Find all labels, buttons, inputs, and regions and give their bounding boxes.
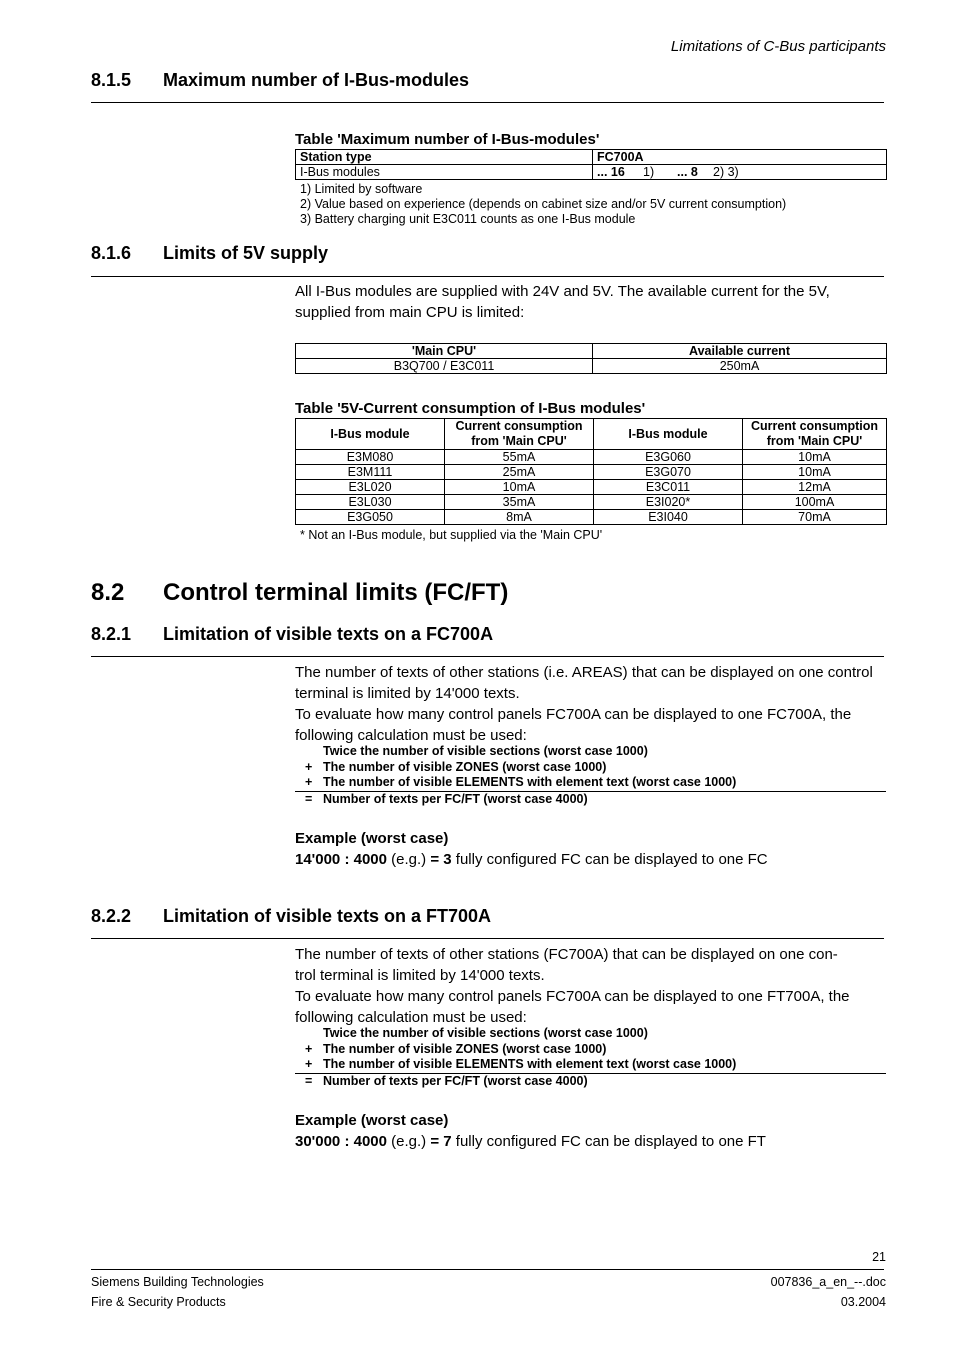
- calc-row: [295, 1042, 886, 1058]
- calc-row: [295, 1026, 886, 1042]
- section-rule: [91, 276, 884, 277]
- paragraph: The number of texts of other stations (i.e. AREAS) that can be displayed on one control terminal is limited by 14'000 texts.: [295, 664, 873, 702]
- value-b: ... 8: [677, 165, 698, 179]
- table-cell: 10mA: [743, 450, 887, 465]
- calc-sum-row: [295, 791, 886, 808]
- calc-text: Number of texts per FC/FT (worst case 4000): [323, 791, 588, 806]
- calc-row: [295, 744, 886, 760]
- paragraph: All I-Bus modules are supplied with 24V and 5V. The available current for the 5V, supplied from main CPU is limited:: [295, 283, 830, 321]
- paragraph: To evaluate how many control panels FC700A can be displayed to one FT700A, the following calculation must be used:: [295, 988, 850, 1026]
- table-row: [296, 465, 887, 480]
- example-ratio: 14'000 : 4000: [295, 851, 387, 868]
- section-title: Limits of 5V supply: [163, 243, 329, 263]
- section-number: 8.2.1: [91, 624, 132, 644]
- ref-b: 2) 3): [713, 165, 739, 179]
- section-title: Limitation of visible texts on a FC700A: [163, 624, 494, 644]
- calculation-block: [295, 744, 886, 807]
- table-row: [296, 450, 887, 465]
- table-row: [296, 495, 887, 510]
- table-cell: E3C011: [594, 480, 743, 495]
- table-header-cell: Current consumption from 'Main CPU': [743, 419, 887, 450]
- table-row: [296, 480, 887, 495]
- calc-text: The number of visible ELEMENTS with element text (worst case 1000): [323, 1057, 737, 1071]
- value-a: ... 16: [597, 165, 625, 179]
- footer-left: [91, 1272, 264, 1312]
- footer-rule: [91, 1269, 884, 1270]
- example-line: [295, 1131, 886, 1152]
- chapter-heading-8-2: [91, 579, 508, 607]
- table-caption: Table '5V-Current consumption of I-Bus modules': [295, 400, 646, 417]
- section-heading-8-1-6: [91, 243, 328, 264]
- table-cell: 10mA: [743, 465, 887, 480]
- table-cell: E3G070: [594, 465, 743, 480]
- table-footnote: * Not an I-Bus module, but supplied via the 'Main CPU': [300, 528, 603, 542]
- example-title: Example (worst case): [295, 830, 449, 847]
- note-line: 1) Limited by software: [300, 182, 423, 196]
- table-row: [296, 510, 887, 525]
- table-cell: 250mA: [593, 359, 887, 374]
- section-rule: [91, 656, 884, 657]
- table-cell: E3M111: [296, 465, 445, 480]
- table-header-cell: Available current: [593, 344, 887, 359]
- ref-a: 1): [643, 165, 655, 179]
- calc-text: Number of texts per FC/FT (worst case 4000): [323, 1073, 588, 1088]
- example-text: fully configured FC can be displayed to one FT: [451, 1133, 766, 1150]
- calc-operator: =: [305, 791, 313, 806]
- calc-operator: +: [305, 1057, 313, 1071]
- paragraph: [295, 944, 886, 986]
- table-notes: [300, 182, 786, 227]
- table-header-cell: Station type: [296, 150, 593, 165]
- section-number: 8.1.5: [91, 70, 132, 90]
- section-heading-8-1-5: [91, 70, 469, 91]
- table-cell: E3M080: [296, 450, 445, 465]
- paragraph-line: The number of texts of other stations (FC700A) that can be displayed on one con-: [295, 946, 838, 963]
- section-heading-8-2-1: [91, 624, 493, 645]
- calc-text: The number of visible ZONES (worst case 1000): [323, 1041, 607, 1056]
- calc-text: The number of visible ELEMENTS with element text (worst case 1000): [323, 775, 737, 789]
- running-header: Limitations of C-Bus participants: [670, 38, 886, 55]
- max-modules-table: [295, 149, 887, 180]
- footer-division: Fire & Security Products: [91, 1295, 226, 1309]
- calc-operator: +: [305, 1041, 313, 1056]
- consumption-table: [295, 418, 887, 525]
- paragraph-line: trol terminal is limited by 14'000 texts.: [295, 967, 545, 984]
- section-heading-8-2-2: [91, 906, 491, 927]
- calc-text: The number of visible ZONES (worst case 1000): [323, 759, 607, 774]
- example-ratio: 30'000 : 4000: [295, 1133, 387, 1150]
- table-caption: Table 'Maximum number of I-Bus-modules': [295, 131, 600, 148]
- section-number: 8.2: [91, 579, 125, 606]
- table-cell: I-Bus modules: [296, 165, 593, 180]
- calc-text: Twice the number of visible sections (worst case 1000): [323, 1026, 648, 1040]
- table-header-cell: I-Bus module: [594, 419, 743, 450]
- section-number: 8.1.6: [91, 243, 132, 263]
- note-line: 2) Value based on experience (depends on cabinet size and/or 5V current consumption): [300, 197, 787, 211]
- calculation-block: [295, 1026, 886, 1089]
- main-cpu-table: [295, 343, 887, 374]
- footer-right: [771, 1272, 886, 1312]
- calc-row: [295, 760, 886, 776]
- table-cell: E3G050: [296, 510, 445, 525]
- example-title: Example (worst case): [295, 1112, 449, 1129]
- table-cell: E3G060: [594, 450, 743, 465]
- example-eg: (e.g.): [386, 851, 431, 868]
- table-cell: 35mA: [445, 495, 594, 510]
- table-cell: 12mA: [743, 480, 887, 495]
- table-cell: E3I020*: [594, 495, 743, 510]
- calc-sum-row: [295, 1073, 886, 1090]
- example-result: = 7: [430, 1133, 452, 1150]
- paragraph: To evaluate how many control panels FC700A can be displayed to one FC700A, the following calculation must be used:: [295, 706, 852, 744]
- calc-operator: =: [305, 1073, 313, 1088]
- table-cell: E3I040: [594, 510, 743, 525]
- calc-row: [295, 1057, 886, 1073]
- table-cell: E3L020: [296, 480, 445, 495]
- section-rule: [91, 102, 884, 103]
- section-title: Maximum number of I-Bus-modules: [163, 70, 470, 90]
- table-cell: 100mA: [743, 495, 887, 510]
- table-header-cell: 'Main CPU': [296, 344, 593, 359]
- table-cell: 70mA: [743, 510, 887, 525]
- table-header-cell: FC700A: [593, 150, 887, 165]
- calc-operator: +: [305, 775, 313, 789]
- section-title: Control terminal limits (FC/FT): [163, 579, 509, 606]
- example-eg: (e.g.): [386, 1133, 431, 1150]
- page-number: 21: [872, 1250, 886, 1264]
- section-number: 8.2.2: [91, 906, 132, 926]
- calc-text: Twice the number of visible sections (worst case 1000): [323, 744, 648, 758]
- table-cell: B3Q700 / E3C011: [296, 359, 593, 374]
- example-line: [295, 849, 886, 870]
- table-cell: 8mA: [445, 510, 594, 525]
- table-cell: 10mA: [445, 480, 594, 495]
- table-header-cell: Current consumption from 'Main CPU': [445, 419, 594, 450]
- example-result: = 3: [430, 851, 452, 868]
- footer-doc-id: 007836_a_en_--.doc: [770, 1275, 886, 1289]
- footer-date: 03.2004: [840, 1295, 886, 1309]
- calc-operator: +: [305, 759, 313, 774]
- table-cell: [593, 165, 887, 180]
- calc-row: [295, 775, 886, 791]
- table-cell: E3L030: [296, 495, 445, 510]
- note-line: 3) Battery charging unit E3C011 counts as one I-Bus module: [300, 212, 636, 226]
- section-rule: [91, 938, 884, 939]
- table-cell: 55mA: [445, 450, 594, 465]
- example-text: fully configured FC can be displayed to one FC: [451, 851, 768, 868]
- table-header-cell: I-Bus module: [296, 419, 445, 450]
- section-title: Limitation of visible texts on a FT700A: [163, 906, 492, 926]
- footer-company: Siemens Building Technologies: [91, 1275, 264, 1289]
- table-cell: 25mA: [445, 465, 594, 480]
